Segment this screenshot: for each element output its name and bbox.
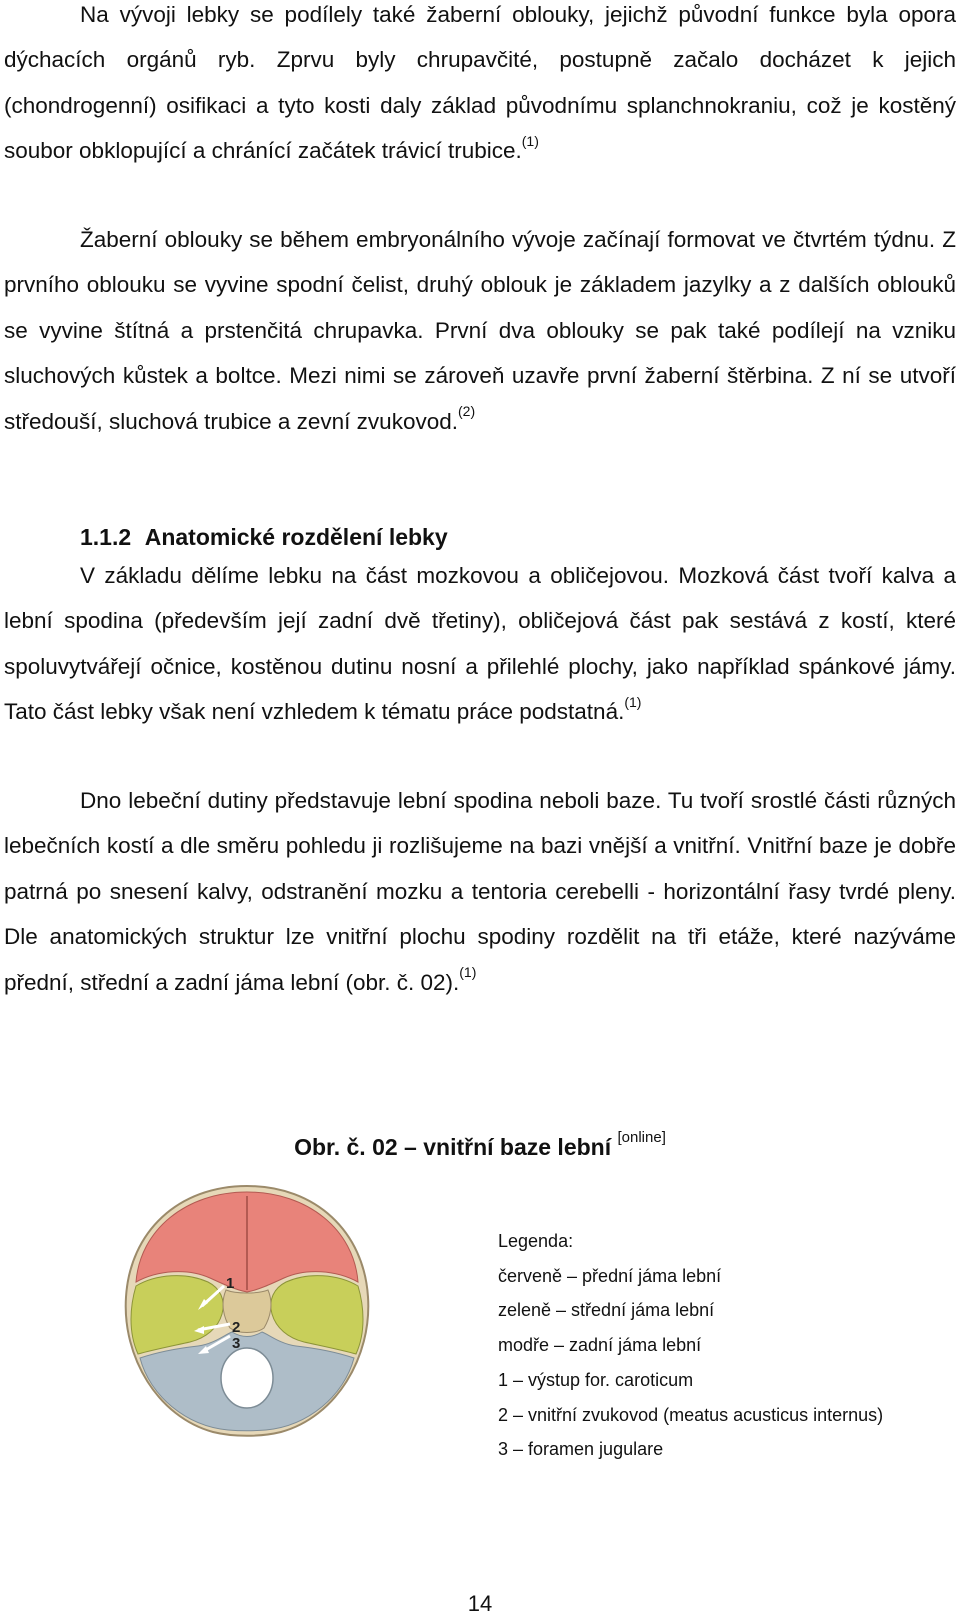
legend-title: Legenda: <box>498 1231 574 1251</box>
legend-item-blue: modře – zadní jáma lební <box>498 1335 702 1356</box>
page-number: 14 <box>467 1591 493 1616</box>
figure-legend <box>498 1224 883 1467</box>
legend-item-3: 3 – foramen jugulare <box>498 1439 664 1460</box>
paragraph-gill-arches-origin: Na vývoji lebky se podílely také žaberní oblouky, jejichž původní funkce byla opora dýchacích orgánů ryb. Zprvu byly chrupavčité, postupně začalo docházet k jejich (chondrogenní) osifikaci a tyto kosti daly základ původnímu splanchnokraniu, což je kostěný soubor obklopující a chránící začátek trávicí trubice.$^{(1)}$ <box>4 2 956 164</box>
figure-caption: Obr. č. 02 – vnitřní baze lební [online] <box>294 1129 666 1160</box>
legend-item-green: zeleně – střední jáma lební <box>498 1300 715 1321</box>
skull-base-illustration <box>118 1182 376 1437</box>
figure-caption-ref: [online] <box>617 1129 666 1147</box>
citation-ref: (2) <box>458 403 476 420</box>
section-number: 1.1.2 <box>80 524 132 550</box>
figure-label-1: 1 <box>226 1275 235 1292</box>
figure-label-3: 3 <box>232 1335 241 1352</box>
figure-label-2: 2 <box>232 1319 241 1336</box>
sella-turcica <box>223 1290 271 1333</box>
foramen-magnum <box>221 1348 273 1408</box>
section-title: Anatomické rozdělení lebky <box>144 524 448 550</box>
paragraph-gill-arches-development: Žaberní oblouky se během embryonálního vývoje začínají formovat ve čtvrtém týdnu. Z prvního oblouku se vyvine spodní čelist, druhý oblouk je základem jazylky a z dalších oblouků se vyvine štítná a prstenčitá chrupavka. První dva oblouky se pak také podílejí na vzniku sluchových kůstek a boltce. Mezi nimi se zároveň uzavře první žaberní štěrbina. Z ní se utvoří středouší, sluchová trubice a zevní zvukovod.$^{(2)}$ <box>4 227 956 434</box>
paragraph-skull-base: Dno lebeční dutiny představuje lební spodina neboli baze. Tu tvoří srostlé části různých lebečních kostí a dle směru pohledu ji rozlišujeme na bazi vnější a vnitřní. Vnitřní baze je dobře patrná po snesení kalvy, odstranění mozku a tentoria cerebelli - horizontální řasy tvrdé pleny. Dle anatomických struktur lze vnitřní plochu spodiny rozdělit na tři etáže, které nazýváme přední, střední a zadní jáma lební (obr. č. 02).$^{(1)}$ <box>4 788 956 995</box>
legend-item-1: 1 – výstup for. caroticum <box>498 1369 694 1390</box>
section-heading <box>80 522 448 552</box>
legend-item-2: 2 – vnitřní zvukovod (meatus acusticus internus) <box>498 1404 884 1425</box>
paragraph-skull-division: V základu dělíme lebku na část mozkovou a obličejovou. Mozková část tvoří kalva a lební spodina (především její zadní dvě třetiny), obličejová část pak sestává z kostí, které spoluvytvářejí očnice, kostěnou dutinu nosní a přilehlé plochy, jako například spánkové jámy. Tato část lebky však není vzhledem k tématu práce podstatná.$^{(1)}$ <box>4 563 956 725</box>
citation-ref: (1) <box>521 132 539 149</box>
citation-ref: (1) <box>459 964 477 981</box>
legend-item-red: červeně – přední jáma lební <box>498 1265 722 1286</box>
citation-ref: (1) <box>624 693 642 710</box>
